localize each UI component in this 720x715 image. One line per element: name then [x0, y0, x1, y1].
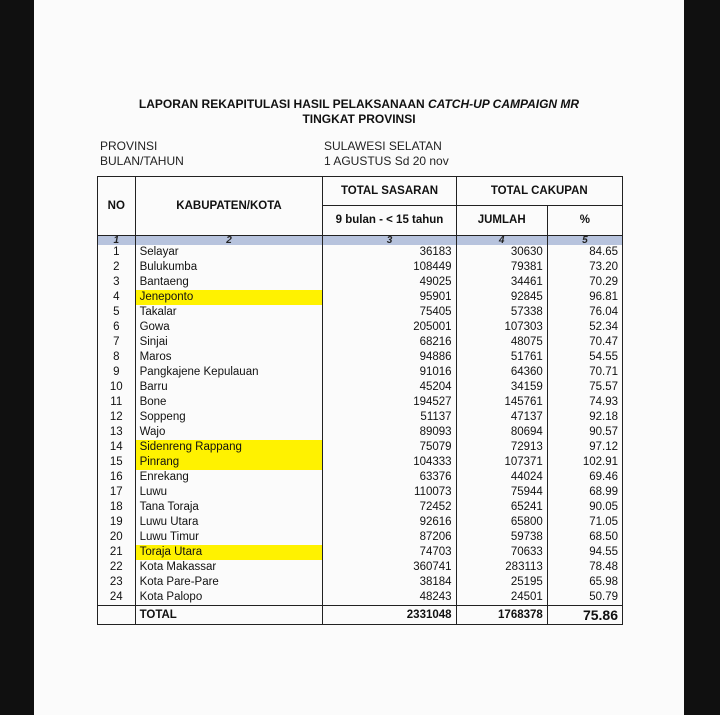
table-row [98, 455, 623, 470]
row-jumlah-cell: 72913 [456, 440, 547, 455]
row-jumlah-cell: 24501 [456, 590, 547, 606]
row-name-cell: Wajo [135, 425, 323, 440]
row-name-cell: Toraja Utara [135, 545, 323, 560]
header-total-sasaran: TOTAL SASARAN [323, 177, 456, 206]
table-row [98, 545, 623, 560]
row-name-cell: Kota Makassar [135, 560, 323, 575]
row-jumlah-cell: 34159 [456, 380, 547, 395]
row-jumlah-cell: 107303 [456, 320, 547, 335]
row-name-cell: Bulukumba [135, 260, 323, 275]
row-percent-cell: 50.79 [547, 590, 622, 606]
table-row [98, 500, 623, 515]
row-jumlah-cell: 48075 [456, 335, 547, 350]
row-percent-cell: 92.18 [547, 410, 622, 425]
table-row [98, 305, 623, 320]
row-no-cell: 9 [98, 365, 136, 380]
row-percent-cell: 71.05 [547, 515, 622, 530]
table-row [98, 245, 623, 260]
row-jumlah-cell: 64360 [456, 365, 547, 380]
row-percent-cell: 70.71 [547, 365, 622, 380]
row-sasaran-cell: 91016 [323, 365, 456, 380]
row-name-cell: Soppeng [135, 410, 323, 425]
row-jumlah-cell: 47137 [456, 410, 547, 425]
row-percent-cell: 90.05 [547, 500, 622, 515]
row-no-cell: 19 [98, 515, 136, 530]
row-percent-cell: 102.91 [547, 455, 622, 470]
row-jumlah-cell: 283113 [456, 560, 547, 575]
row-jumlah-cell: 30630 [456, 245, 547, 260]
row-no-cell: 1 [98, 245, 136, 260]
row-sasaran-cell: 36183 [323, 245, 456, 260]
row-sasaran-cell: 45204 [323, 380, 456, 395]
row-name-cell: Pangkajene Kepulauan [135, 365, 323, 380]
row-name-cell: Sidenreng Rappang [135, 440, 323, 455]
header-percent: % [547, 206, 622, 236]
row-percent-cell: 76.04 [547, 305, 622, 320]
row-percent-cell: 73.20 [547, 260, 622, 275]
table-row [98, 590, 623, 606]
header-sasaran-sub: 9 bulan - < 15 tahun [323, 206, 456, 236]
report-title-line2: TINGKAT PROVINSI [302, 112, 416, 126]
row-jumlah-cell: 70633 [456, 545, 547, 560]
row-no-cell: 20 [98, 530, 136, 545]
row-sasaran-cell: 38184 [323, 575, 456, 590]
table-row [98, 425, 623, 440]
row-percent-cell: 96.81 [547, 290, 622, 305]
bulan-label: BULAN/TAHUN [100, 154, 184, 168]
row-sasaran-cell: 51137 [323, 410, 456, 425]
row-no-cell: 15 [98, 455, 136, 470]
row-sasaran-cell: 104333 [323, 455, 456, 470]
table-row [98, 470, 623, 485]
table-row [98, 320, 623, 335]
row-percent-cell: 70.29 [547, 275, 622, 290]
row-name-cell: Luwu [135, 485, 323, 500]
row-sasaran-cell: 75405 [323, 305, 456, 320]
row-jumlah-cell: 107371 [456, 455, 547, 470]
row-no-cell: 11 [98, 395, 136, 410]
table-row [98, 560, 623, 575]
row-no-cell: 18 [98, 500, 136, 515]
row-no-cell: 22 [98, 560, 136, 575]
row-no-cell: 4 [98, 290, 136, 305]
row-percent-cell: 54.55 [547, 350, 622, 365]
row-jumlah-cell: 25195 [456, 575, 547, 590]
document-page [34, 0, 684, 715]
row-name-cell: Luwu Timur [135, 530, 323, 545]
row-jumlah-cell: 75944 [456, 485, 547, 500]
bulan-value: 1 AGUSTUS Sd 20 nov [324, 154, 449, 168]
row-no-cell: 8 [98, 350, 136, 365]
row-sasaran-cell: 63376 [323, 470, 456, 485]
row-percent-cell: 75.57 [547, 380, 622, 395]
row-sasaran-cell: 110073 [323, 485, 456, 500]
row-name-cell: Enrekang [135, 470, 323, 485]
row-percent-cell: 70.47 [547, 335, 622, 350]
row-no-cell: 2 [98, 260, 136, 275]
total-label: TOTAL [135, 606, 323, 625]
index-cell: 5 [547, 236, 622, 246]
table-row [98, 365, 623, 380]
row-no-cell: 17 [98, 485, 136, 500]
table-row [98, 485, 623, 500]
row-percent-cell: 97.12 [547, 440, 622, 455]
total-percent: 75.86 [547, 606, 622, 625]
row-name-cell: Kota Pare-Pare [135, 575, 323, 590]
row-no-cell: 14 [98, 440, 136, 455]
table-row [98, 335, 623, 350]
total-sasaran: 2331048 [323, 606, 456, 625]
row-percent-cell: 69.46 [547, 470, 622, 485]
row-name-cell: Selayar [135, 245, 323, 260]
table-row [98, 395, 623, 410]
row-jumlah-cell: 34461 [456, 275, 547, 290]
row-name-cell: Luwu Utara [135, 515, 323, 530]
table-row [98, 290, 623, 305]
row-percent-cell: 74.93 [547, 395, 622, 410]
index-cell: 2 [135, 236, 323, 246]
total-row [98, 606, 623, 625]
row-sasaran-cell: 95901 [323, 290, 456, 305]
row-sasaran-cell: 75079 [323, 440, 456, 455]
row-percent-cell: 68.99 [547, 485, 622, 500]
row-jumlah-cell: 80694 [456, 425, 547, 440]
index-cell: 4 [456, 236, 547, 246]
row-percent-cell: 78.48 [547, 560, 622, 575]
row-sasaran-cell: 89093 [323, 425, 456, 440]
row-no-cell: 12 [98, 410, 136, 425]
table-row [98, 260, 623, 275]
row-sasaran-cell: 94886 [323, 350, 456, 365]
report-title-line1 [34, 97, 684, 111]
index-cell: 1 [98, 236, 136, 246]
table-body [98, 236, 623, 606]
header-jumlah: JUMLAH [456, 206, 547, 236]
table-row [98, 575, 623, 590]
row-name-cell: Barru [135, 380, 323, 395]
row-jumlah-cell: 145761 [456, 395, 547, 410]
row-sasaran-cell: 72452 [323, 500, 456, 515]
row-name-cell: Bantaeng [135, 275, 323, 290]
report-title-text: LAPORAN REKAPITULASI HASIL PELAKSANAAN [138, 97, 428, 111]
row-no-cell: 24 [98, 590, 136, 606]
row-no-cell: 6 [98, 320, 136, 335]
row-percent-cell: 68.50 [547, 530, 622, 545]
row-name-cell: Bone [135, 395, 323, 410]
row-name-cell: Kota Palopo [135, 590, 323, 606]
row-sasaran-cell: 205001 [323, 320, 456, 335]
row-jumlah-cell: 65800 [456, 515, 547, 530]
row-percent-cell: 94.55 [547, 545, 622, 560]
index-cell: 3 [323, 236, 456, 246]
row-sasaran-cell: 92616 [323, 515, 456, 530]
row-name-cell: Tana Toraja [135, 500, 323, 515]
row-sasaran-cell: 48243 [323, 590, 456, 606]
row-name-cell: Gowa [135, 320, 323, 335]
row-no-cell: 16 [98, 470, 136, 485]
row-sasaran-cell: 108449 [323, 260, 456, 275]
row-sasaran-cell: 74703 [323, 545, 456, 560]
row-jumlah-cell: 92845 [456, 290, 547, 305]
row-jumlah-cell: 79381 [456, 260, 547, 275]
provinsi-label: PROVINSI [100, 139, 158, 153]
row-no-cell: 23 [98, 575, 136, 590]
row-no-cell: 10 [98, 380, 136, 395]
row-jumlah-cell: 59738 [456, 530, 547, 545]
header-total-cakupan: TOTAL CAKUPAN [456, 177, 622, 206]
column-index-row [98, 236, 623, 246]
row-no-cell: 7 [98, 335, 136, 350]
row-sasaran-cell: 68216 [323, 335, 456, 350]
row-jumlah-cell: 51761 [456, 350, 547, 365]
row-percent-cell: 52.34 [547, 320, 622, 335]
row-no-cell: 3 [98, 275, 136, 290]
table-row [98, 440, 623, 455]
row-no-cell: 13 [98, 425, 136, 440]
row-sasaran-cell: 194527 [323, 395, 456, 410]
table-row [98, 515, 623, 530]
row-no-cell: 5 [98, 305, 136, 320]
row-name-cell: Sinjai [135, 335, 323, 350]
row-name-cell: Takalar [135, 305, 323, 320]
header-no: NO [98, 177, 136, 236]
table-row [98, 350, 623, 365]
row-name-cell: Maros [135, 350, 323, 365]
row-percent-cell: 84.65 [547, 245, 622, 260]
row-jumlah-cell: 65241 [456, 500, 547, 515]
recap-table [97, 176, 623, 625]
table-row [98, 410, 623, 425]
row-name-cell: Pinrang [135, 455, 323, 470]
table-row [98, 275, 623, 290]
row-no-cell: 21 [98, 545, 136, 560]
header-kabupaten: KABUPATEN/KOTA [135, 177, 323, 236]
total-no-cell [98, 606, 136, 625]
row-percent-cell: 90.57 [547, 425, 622, 440]
row-jumlah-cell: 44024 [456, 470, 547, 485]
row-sasaran-cell: 360741 [323, 560, 456, 575]
row-percent-cell: 65.98 [547, 575, 622, 590]
row-name-cell: Jeneponto [135, 290, 323, 305]
row-sasaran-cell: 87206 [323, 530, 456, 545]
table-row [98, 380, 623, 395]
row-sasaran-cell: 49025 [323, 275, 456, 290]
total-jumlah: 1768378 [456, 606, 547, 625]
report-title-italic: CATCH-UP CAMPAIGN MR [428, 97, 580, 111]
row-jumlah-cell: 57338 [456, 305, 547, 320]
table-row [98, 530, 623, 545]
provinsi-value: SULAWESI SELATAN [324, 139, 442, 153]
